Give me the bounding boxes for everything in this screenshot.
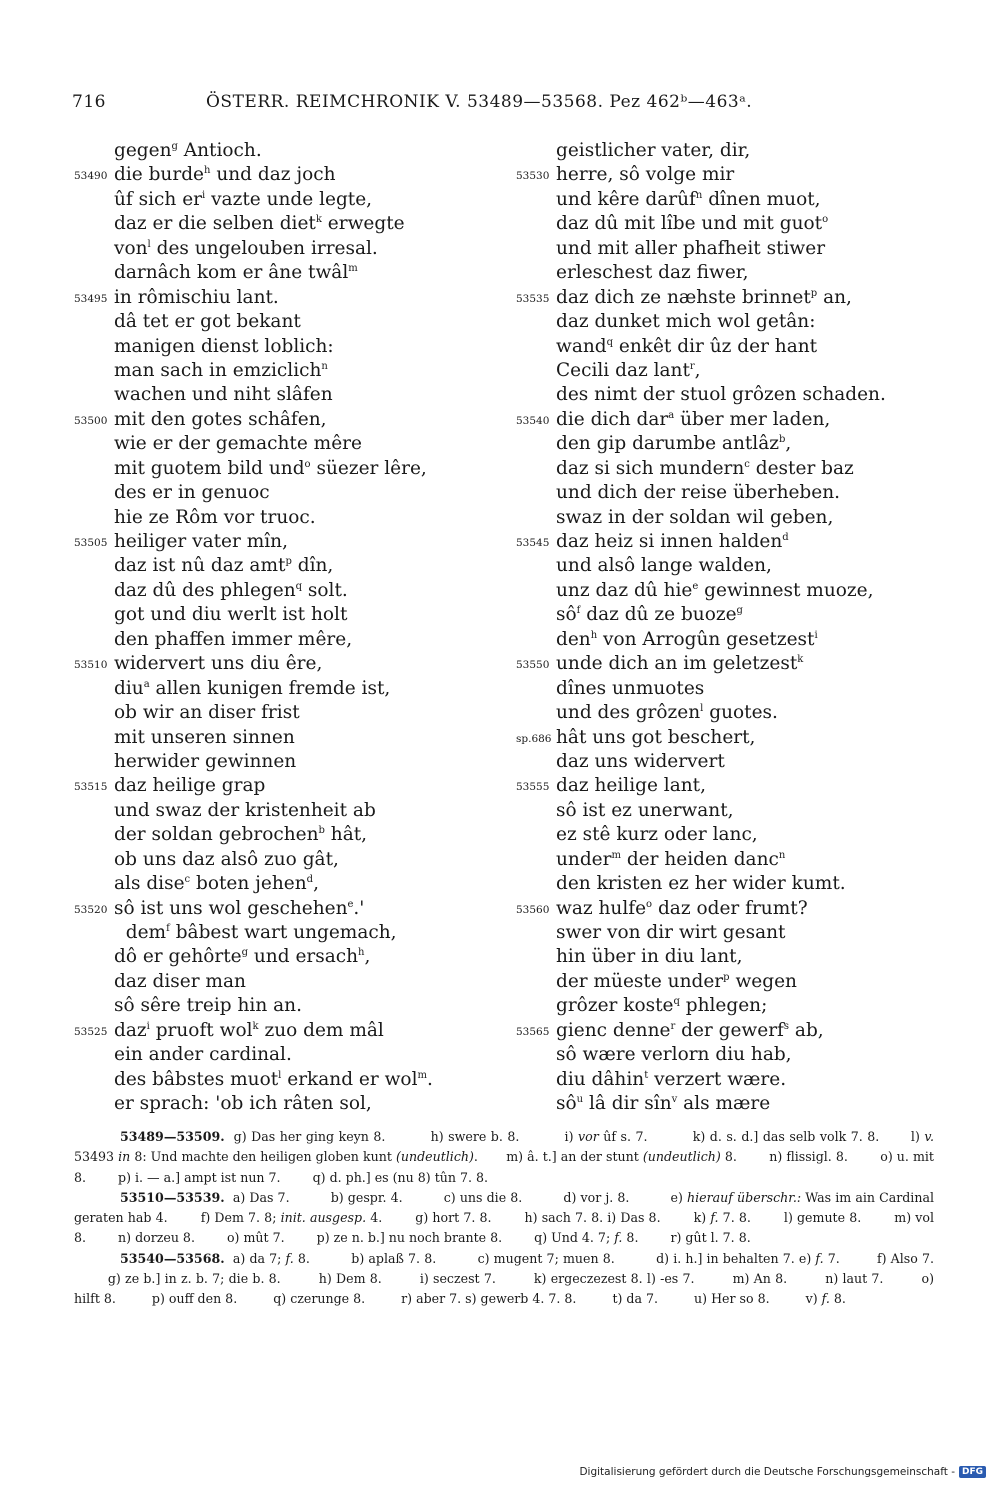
verse-text: widervert uns diu êre, [114,653,323,675]
verse-text: ob uns daz alsô zuo gât, [114,848,339,870]
note-text: a) Das 7. b) gespr. 4. c) uns die 8. d) vor j. 8. e) hierauf überschr.: Was im ain Cardinal geraten hab 4. f) Dem 7. 8; init. ausgesp. 4. g) hort 7. 8. h) sach 7. 8. i) Das 8. k) f. 7. 8. l) gemute 8. m) vol 8. n) dorzeu 8. o) mût 7. p) ze n. b.] nu noch brante 8. q) Und 4. 7; f. 8. r) gût l. 7. 8. [74,1189,935,1246]
verse-line [74,432,474,456]
verse-line [516,677,916,701]
verse-text: mit unseren sinnen [114,726,295,748]
verse-line [516,163,916,187]
verse-text: und des grôzen$^l$ guotes. [556,702,778,724]
verse-text: in rômischiu lant. [114,286,279,308]
verse-line [74,701,474,725]
verse-line [74,823,474,847]
verse-text: gegen$^g$ Antioch. [114,140,262,161]
verse-line [516,897,916,921]
verse-line [516,603,916,627]
verse-text: des er in genuoc [114,482,270,504]
verse-line-number: 53555 [516,781,550,794]
verse-line-number: 53490 [74,170,108,183]
verse-text: und alsô lange walden, [556,555,772,577]
verse-line [516,1092,916,1116]
apparatus-note [74,1188,934,1249]
verse-text: und kêre darûf$^n$ dînen muot, [556,188,821,210]
verse-line [74,945,474,969]
verse-line [516,823,916,847]
verse-text: den phaffen immer mêre, [114,628,353,650]
verse-line [74,383,474,407]
verse-line [516,726,916,750]
verse-line [516,848,916,872]
apparatus-note [74,1249,934,1310]
verse-text: geistlicher vater, dir, [556,140,751,161]
verse-line-number: 53565 [516,1025,550,1038]
verse-line-number: 53505 [74,537,108,549]
verse-line [516,872,916,896]
verse-line-number: 53525 [74,1025,108,1038]
verse-line [516,970,916,994]
apparatus-note [74,1127,934,1188]
verse-line [74,261,474,285]
verse-line [516,481,916,505]
verse-text: ûf sich $er^i$ vazte unde legte, [114,188,373,210]
verse-line-number: 53560 [516,903,550,916]
verse-text: hât uns got beschert, [556,726,756,748]
verse-line-number: 53510 [74,659,108,672]
note-verse-range: 53510—53539. [120,1189,225,1205]
verse-text: daz diser man [114,970,246,992]
verse-text: under$^m$ der heiden danc$^n$ [556,848,786,870]
verse-line [516,554,916,578]
verse-line-number: sp.686 [516,732,552,745]
verse-text: dem$^f$ bâbest wart ungemach, [114,922,397,943]
verse-text: darnâch kom er âne twâl$^m$ [114,262,358,284]
critical-apparatus [74,1127,934,1310]
verse-line [516,701,916,725]
verse-line [516,188,916,212]
verse-text: der müeste under$^p$ wegen [556,970,797,992]
verse-line [74,579,474,603]
verse-text: den kristen ez her wider kumt. [556,873,846,895]
verse-text: herwider gewinnen [114,750,297,772]
verse-text: dînes unmuotes [556,677,705,699]
verse-text: der soldan gebrochen$^b$ hât, [114,824,368,846]
verse-line [516,945,916,969]
verse-text: und swaz der kristenheit ab [114,799,376,821]
verse-line [74,335,474,359]
verse-line [74,628,474,652]
note-verse-range: 53489—53509. [120,1129,225,1144]
verse-line [516,1068,916,1092]
verse-line [516,921,916,945]
verse-line [516,799,916,823]
verse-text: unz daz dû hie$^e$ gewinnest muoze, [556,579,874,601]
verse-line-number: 53520 [74,903,108,916]
verse-text: manigen dienst loblich: [114,335,334,357]
verse-line [74,994,474,1018]
verse-text: waz hulfe$^o$ daz oder frumt? [556,897,808,919]
verse-line-number: 53535 [516,292,550,305]
verse-line [74,603,474,627]
verse-line [516,628,916,652]
note-text: g) Das her ging keyn 8. h) swere b. 8. i) vor ûf s. 7. k) d. s. d.] das selb volk 7. 8. l) v. 53493 in 8: Und machte den heiligen globen kunt (undeutlich). m) â. t.] an der stunt (undeutlich) 8. n) flissigl. 8. o) u. mit 8. p) i. — a.] ampt ist nun 7. q) d. ph.] es (nu 8) tûn 7. 8. [74,1129,934,1185]
verse-text: heiliger vater mîn, [114,531,288,552]
verse-text: grôzer koste$^q$ phlegen; [556,995,768,1017]
note-text: a) da 7; f. 8. b) aplaß 7. 8. c) mugent 7; muen 8. d) i. h.] in behalten 7. e) f. 7. f) Also 7. g) ze b.] in z. b. 7; die b. 8. h) Dem 8. i) seczest 7. k) ergeczezest 8. l) -es 7. m) An 8. n) laut 7. o) hilft 8. p) ouff den 8. q) czerunge 8. r) aber 7. s) gewerb 4. 7. 8. t) da 7. u) Her so 8. v) f. 8. [74,1250,935,1307]
verse-line-number: 53540 [516,414,550,427]
footer-credit: Digitalisierung gefördert durch die Deutsche Forschungsgemeinschaft - [579,1466,955,1478]
verse-line [516,139,916,163]
verse-text: Cecili daz lant$^r$, [556,359,701,381]
verse-text: ein ander cardinal. [114,1044,292,1066]
verse-line [74,872,474,896]
verse-line-number: 53530 [516,170,550,183]
verse-text: $sô^u$ lâ dir sîn$^v$ als mære [556,1093,771,1115]
verse-line [516,261,916,285]
verse-line [74,481,474,505]
verse-text: von$^l$ des ungelouben irresal. [114,237,378,259]
verse-line-number: 53545 [516,537,550,549]
page-header [72,92,932,122]
verse-text: ob wir an diser frist [114,702,300,724]
verse-text: daz dich ze næhste brinnet$^p$ an, [556,286,852,308]
verse-text: daz dû mit lîbe und mit guot$^o$ [556,213,829,235]
verse-line [74,1068,474,1092]
verse-text: den gip darumbe antlâz$^b$, [556,433,792,455]
verse-text: man sach in emziclich$^n$ [114,359,328,381]
verse-line [516,432,916,456]
verse-line [74,237,474,261]
verse-line [74,677,474,701]
verse-line [74,848,474,872]
verse-line [74,310,474,334]
verse-text: wachen und niht slâfen [114,384,333,406]
verse-line [516,1019,916,1043]
verse-text: daz uns widervert [556,750,725,772]
verse-line [516,237,916,261]
verse-text: unde dich an im geletzest$^k$ [556,653,804,675]
verse-line [516,506,916,530]
verse-line [74,163,474,187]
verse-line [516,579,916,603]
verse-text: hin über in diu lant, [556,946,743,968]
verse-text: sô ist uns wol geschehen$^e$.' [114,897,365,919]
verse-text: swer von dir wirt gesant [556,922,786,943]
verse-text: erleschest daz fiwer, [556,262,749,284]
verse-line [74,286,474,310]
verse-text: er sprach: 'ob ich râten sol, [114,1093,372,1115]
dfg-logo: DFG [959,1466,986,1478]
verse-text: daz dû des phlegen$^q$ solt. [114,579,348,601]
verse-text: den$^h$ von Arrogûn gesetzest$^i$ [556,628,818,650]
verse-text: daz si sich mundern$^c$ dester baz [556,457,854,479]
verse-text: dô er gehôrte$^g$ und ersach$^h$, [114,946,371,968]
verse-text: wie er der gemachte mêre [114,433,362,455]
verse-line [74,970,474,994]
verse-line [74,554,474,578]
verse-text: daz heilige lant, [556,775,706,797]
verse-line [74,359,474,383]
verse-text: die burde$^h$ und daz joch [114,164,336,186]
note-verse-range: 53540—53568. [120,1250,225,1266]
verse-text: daz heilige grap [114,775,266,797]
verse-text: got und diu werlt ist holt [114,604,348,626]
verse-line [516,1043,916,1067]
verse-text: ez stê kurz oder lanc, [556,824,758,846]
verse-text: daz heiz si innen halden$^d$ [556,531,789,552]
verse-line [74,212,474,236]
verse-line [516,530,916,554]
right-verse-column [516,139,916,1117]
verse-line [74,1043,474,1067]
verse-text: daz er die selben diet$^k$ erwegte [114,213,405,235]
verse-line [74,506,474,530]
verse-line [516,335,916,359]
verse-text: daz dunket mich wol getân: [556,311,816,333]
verse-line [516,994,916,1018]
verse-text: hie ze Rôm vor truoc. [114,506,316,528]
verse-text: mit den gotes schâfen, [114,408,327,430]
verse-line [74,139,474,163]
verse-text: dâ tet er got bekant [114,311,301,333]
verse-line [74,750,474,774]
verse-line [516,652,916,676]
verse-text: $sô^f$ daz dû ze buoze$^g$ [556,604,743,626]
verse-line [516,457,916,481]
verse-text: herre, sô volge mir [556,164,735,186]
verse-text: daz ist nû daz amt$^p$ dîn, [114,555,334,577]
verse-text: sô sêre treip hin an. [114,995,302,1017]
verse-text: sô wære verlorn diu hab, [556,1044,792,1066]
verse-text: die dich dar$^a$ über mer laden, [556,408,831,430]
left-verse-column [74,139,474,1117]
verse-line [516,408,916,432]
verse-line [74,188,474,212]
verse-line-number: 53515 [74,781,108,794]
verse-line [516,286,916,310]
verse-text: sô ist ez unerwant, [556,799,734,821]
verse-line [74,774,474,798]
verse-text: des bâbstes muot$^l$ erkand er wol$^m$. [114,1068,433,1090]
verse-line [516,212,916,236]
verse-line [74,408,474,432]
verse-line [74,457,474,481]
verse-text: und mit aller phafheit stiwer [556,237,826,259]
verse-text: als dise$^c$ boten jehen$^d$, [114,873,319,895]
verse-text: swaz in der soldan wil geben, [556,506,834,528]
verse-line [74,897,474,921]
verse-line [516,774,916,798]
verse-text: mit guotem bild und$^o$ süezer lêre, [114,457,427,479]
page-number: 716 [72,92,106,112]
verse-text: diu dâhin$^t$ verzert wære. [556,1068,787,1090]
verse-text: wand$^q$ enkêt dir ûz der hant [556,335,818,357]
digitization-footer [579,1466,986,1478]
verse-line [74,726,474,750]
verse-text: diu$^a$ allen kunigen fremde ist, [114,677,391,699]
verse-text: des nimt der stuol grôzen schaden. [556,384,886,406]
verse-text: daz$^i$ pruoft wol$^k$ zuo dem mâl [114,1019,384,1041]
verse-line [516,750,916,774]
verse-line-number: 53550 [516,659,550,672]
verse-line [74,530,474,554]
verse-line [516,310,916,334]
verse-line [74,921,474,945]
verse-line [516,359,916,383]
verse-text: gienc denne$^r$ der gewerf$^s$ ab, [556,1019,824,1041]
verse-text: und dich der reise überheben. [556,482,841,504]
verse-line-number: 53495 [74,292,108,305]
verse-line [74,1092,474,1116]
running-title: ÖSTERR. REIMCHRONIK V. 53489—53568. Pez 462ᵇ—463ᵃ. [206,92,753,112]
verse-line-number: 53500 [74,414,108,427]
verse-line [74,1019,474,1043]
verse-line [516,383,916,407]
verse-line [74,799,474,823]
verse-line [74,652,474,676]
